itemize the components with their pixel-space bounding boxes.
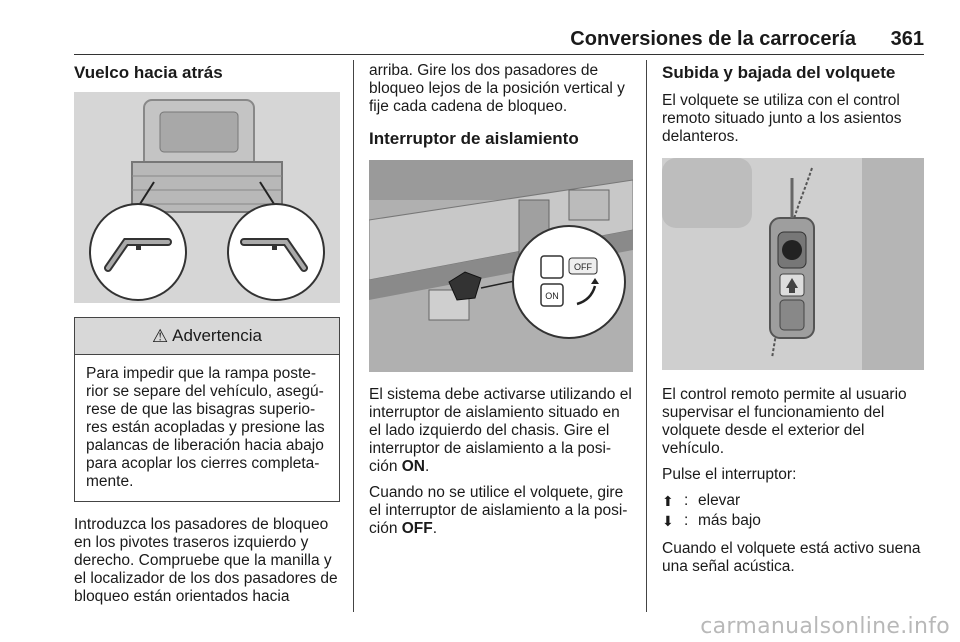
column-2	[369, 62, 633, 546]
key-row-lower	[662, 512, 926, 530]
key-label: elevar	[698, 492, 741, 509]
text-run: .	[432, 520, 438, 537]
body-paragraph: Introduzca los pasadores de bloqueo en los pivotes traseros izquierdo y derecho. Compruebe que la manilla y el localizador de los dos pasadores de bloqueo están orientados hacia	[74, 516, 338, 605]
body-paragraph: Cuando el volquete está activo suena una señal acústica.	[662, 540, 921, 575]
body-paragraph: arriba. Gire los dos pasadores de bloqueo lejos de la posición vertical y fije cada cadena de bloqueo.	[369, 62, 625, 115]
column-divider	[353, 60, 354, 612]
warning-title: Advertencia	[172, 326, 262, 345]
warning-header	[75, 318, 339, 355]
page-header	[74, 28, 924, 54]
arrow-down-icon: ⬇	[662, 513, 674, 529]
column-divider	[646, 60, 647, 612]
page-title: Conversiones de la carrocería	[570, 28, 856, 50]
key-separator: :	[684, 492, 689, 509]
key-separator: :	[684, 512, 689, 529]
warning-triangle-icon: ⚠	[152, 326, 169, 346]
column-1	[74, 62, 340, 614]
off-label: OFF	[574, 262, 592, 272]
body-paragraph	[369, 386, 633, 476]
section-heading: Interruptor de aislamiento	[369, 129, 579, 148]
isolation-switch-figure	[369, 160, 633, 372]
page-number: 361	[890, 28, 924, 50]
key-label: más bajo	[698, 512, 761, 529]
arrow-up-icon: ⬆	[662, 493, 674, 509]
section-heading: Vuelco hacia atrás	[74, 63, 223, 82]
warning-text: Para impedir que la rampa poste-rior se separe del vehículo, asegú-rese de que las bisagras superio-res están acopladas y presione las palancas de liberación hacia abajo para acoplar los cierres completa-mente.	[86, 365, 325, 490]
text-bold-on: ON	[401, 458, 425, 475]
warning-box	[74, 317, 340, 502]
watermark: carmanualsonline.info	[700, 614, 950, 639]
column-3	[662, 62, 926, 584]
body-paragraph: El volquete se utiliza con el control remoto situado junto a los asientos delanteros.	[662, 92, 902, 145]
on-label: ON	[545, 291, 559, 301]
body-paragraph: Pulse el interruptor:	[662, 466, 797, 483]
remote-control-figure	[662, 158, 924, 370]
body-paragraph: El control remoto permite al usuario supervisar el funcionamiento del volquete desde el exterior del vehículo.	[662, 386, 907, 457]
key-row-elevate	[662, 492, 926, 510]
header-rule	[74, 54, 924, 55]
text-run: El sistema debe activarse utilizando el interruptor de aislamiento situado en el lado izquierdo del chasis. Gire el interruptor de aislamiento a la posi-ción	[369, 386, 632, 475]
body-paragraph	[369, 484, 633, 538]
text-bold-off: OFF	[401, 520, 433, 537]
tailgate-hinge-figure	[74, 92, 340, 303]
text-run: Cuando no se utilice el volquete, gire el interruptor de aislamiento a la posi-ción	[369, 484, 628, 537]
section-heading: Subida y bajada del volquete	[662, 63, 896, 82]
text-run: .	[425, 458, 430, 475]
